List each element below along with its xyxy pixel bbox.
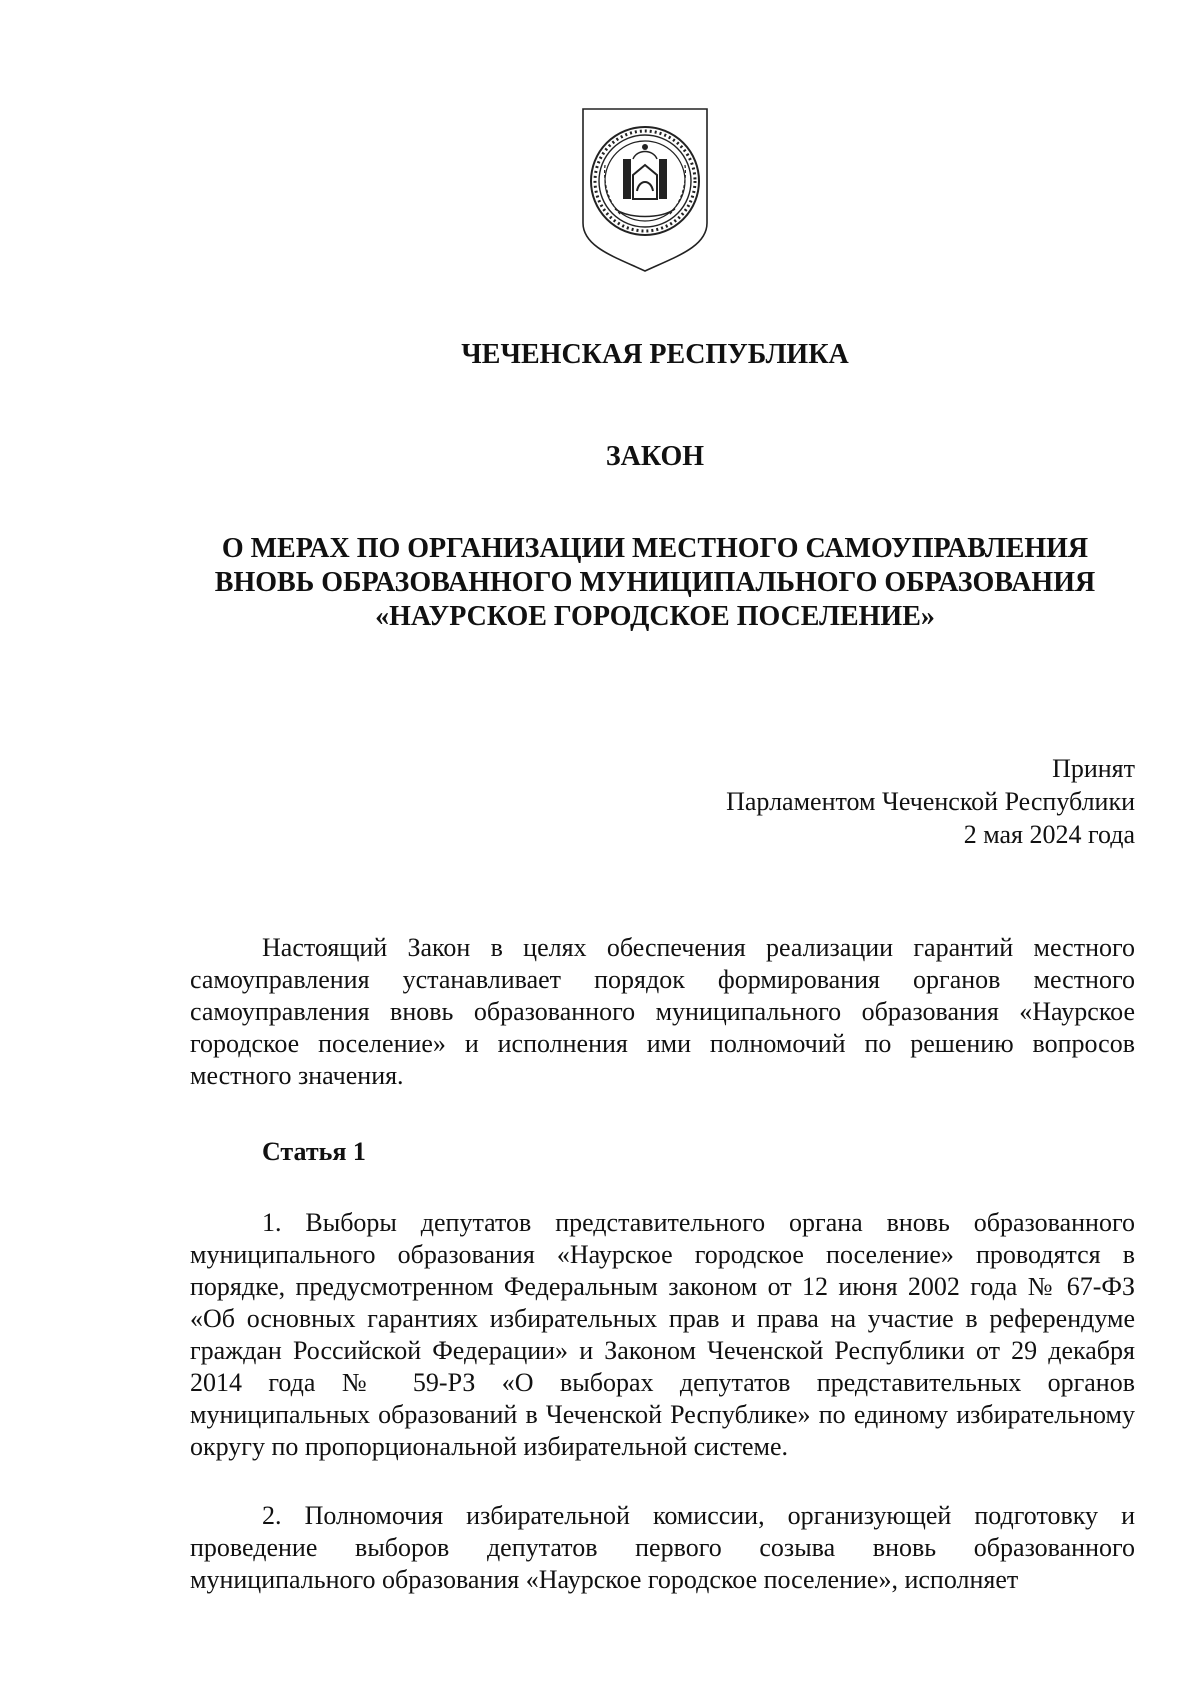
law-title-line: ВНОВЬ ОБРАЗОВАННОГО МУНИЦИПАЛЬНОГО ОБРАЗОВАНИЯ [214,567,1096,598]
law-title-line: О МЕРАХ ПО ОРГАНИЗАЦИИ МЕСТНОГО САМОУПРАВЛЕНИЯ [221,533,1089,564]
document-type: ЗАКОН [605,441,705,472]
article-paragraph-2: 2. Полномочия избирательной комиссии, организующей подготовку и проведение выборов депутатов первого созыва вновь образованного муниципального образования «Наурское городское поселение», исполняет [190,1501,1135,1594]
adoption-status: Принят [1052,754,1135,783]
adoption-block [726,752,1135,851]
preamble-paragraph: Настоящий Закон в целях обеспечения реализации гарантий местного самоуправления устанавливает порядок формирования органов местного самоуправления вновь образованного муниципального образования «Наурское городское поселение» и исполнения ими полномочий по решению вопросов местного значения. [190,933,1135,1090]
adoption-date: 2 мая 2024 года [963,820,1135,849]
law-title [190,532,1120,634]
region-name: ЧЕЧЕНСКАЯ РЕСПУБЛИКА [461,339,849,370]
article-paragraph-1: 1. Выборы депутатов представительного органа вновь образованного муниципального образования «Наурское городское поселение» проводятся в порядке, предусмотренном Федеральным законом от 12 июня 2002 года № 67-ФЗ «Об основных гарантиях избирательных прав и права на участие в референдуме граждан Российской Федерации» и Законом Чеченской Республики от 29 декабря 2014 года № 59-РЗ «О выборах депутатов представительных органов муниципальных образований в Чеченской Республике» по единому избирательному округу по пропорциональной избирательной системе. [190,1208,1135,1461]
law-title-line: «НАУРСКОЕ ГОРОДСКОЕ ПОСЕЛЕНИЕ» [375,601,935,632]
coat-of-arms-icon [575,105,715,275]
adoption-body: Парламентом Чеченской Республики [726,787,1135,816]
article-heading: Статья 1 [262,1137,366,1166]
